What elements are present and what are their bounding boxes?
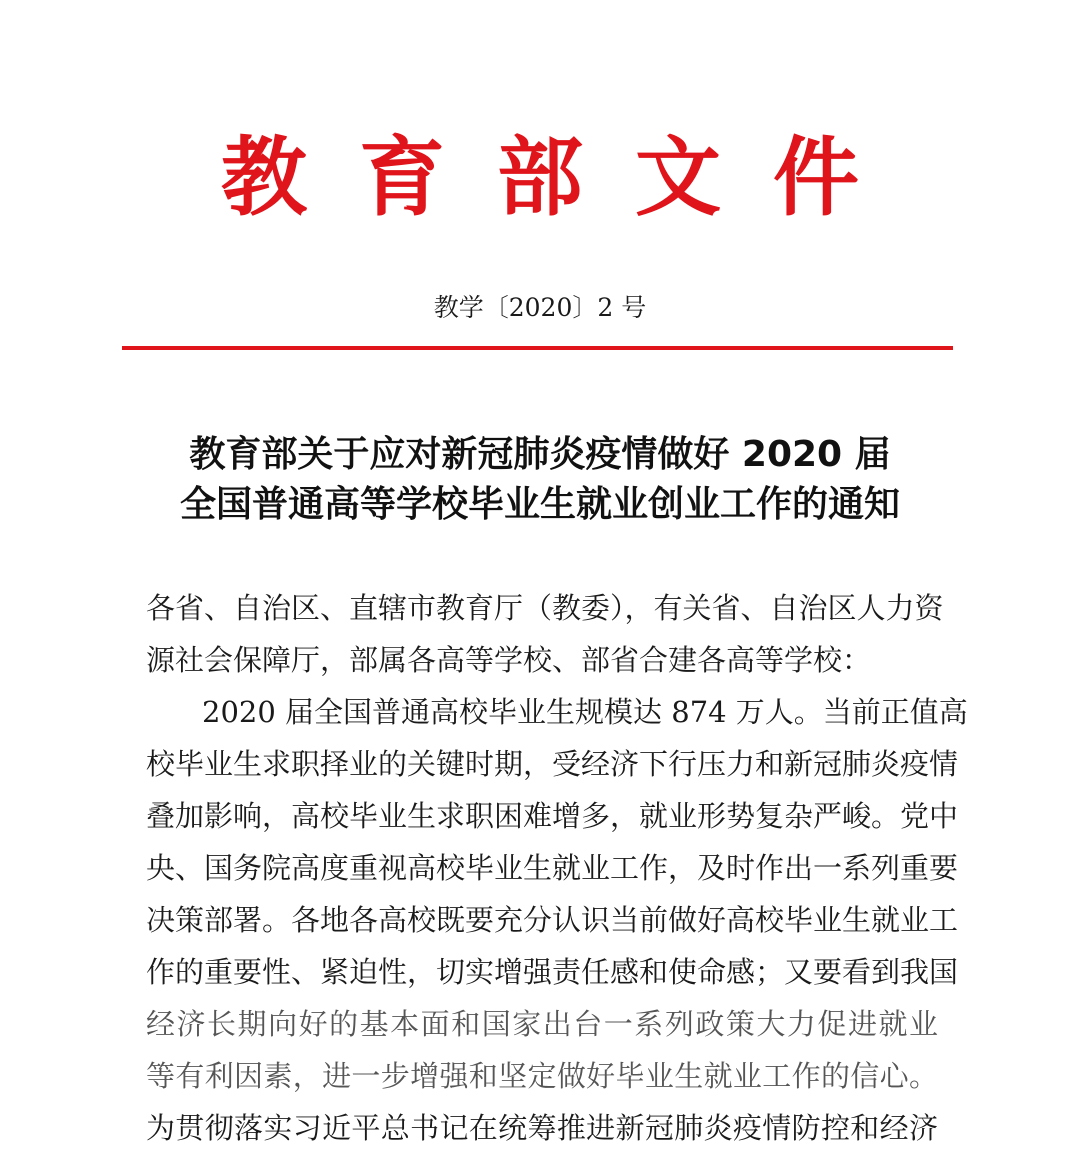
body-line-9: 经济长期向好的基本面和国家出台一系列政策大力促进就业 [146,1007,938,1041]
document-number: 教学〔2020〕2 号 [433,293,647,322]
title-line-1: 教育部关于应对新冠肺炎疫情做好 2020 届 [189,434,891,475]
body-line-3: 2020 届全国普通高校毕业生规模达 874 万人。当前正值高 [202,695,968,729]
body-line-7: 决策部署。各地各高校既要充分认识当前做好高校毕业生就业工 [146,903,959,937]
body-line-1: 各省、自治区、直辖市教育厅（教委），有关省、自治区人力资 [146,591,944,625]
document-body [146,582,968,1154]
title-line-2: 全国普通高等学校毕业生就业创业工作的通知 [179,484,900,525]
body-line-11: 为贯彻落实习近平总书记在统筹推进新冠肺炎疫情防控和经济 [146,1111,938,1145]
body-line-8: 作的重要性、紧迫性，切实增强责任感和使命感；又要看到我国 [146,955,959,989]
body-line-5: 叠加影响，高校毕业生求职困难增多，就业形势复杂严峻。党中 [146,799,959,833]
document-masthead: 教育部文件 [221,128,911,228]
body-line-4: 校毕业生求职择业的关键时期，受经济下行压力和新冠肺炎疫情 [146,747,959,781]
document-title [120,430,960,530]
body-line-10: 等有利因素，进一步增强和坚定做好毕业生就业工作的信心。 [146,1059,938,1093]
body-line-6: 央、国务院高度重视高校毕业生就业工作，及时作出一系列重要 [146,851,959,885]
red-divider-line [122,346,953,350]
body-line-2: 源社会保障厅，部属各高等学校、部省合建各高等学校： [146,643,872,677]
